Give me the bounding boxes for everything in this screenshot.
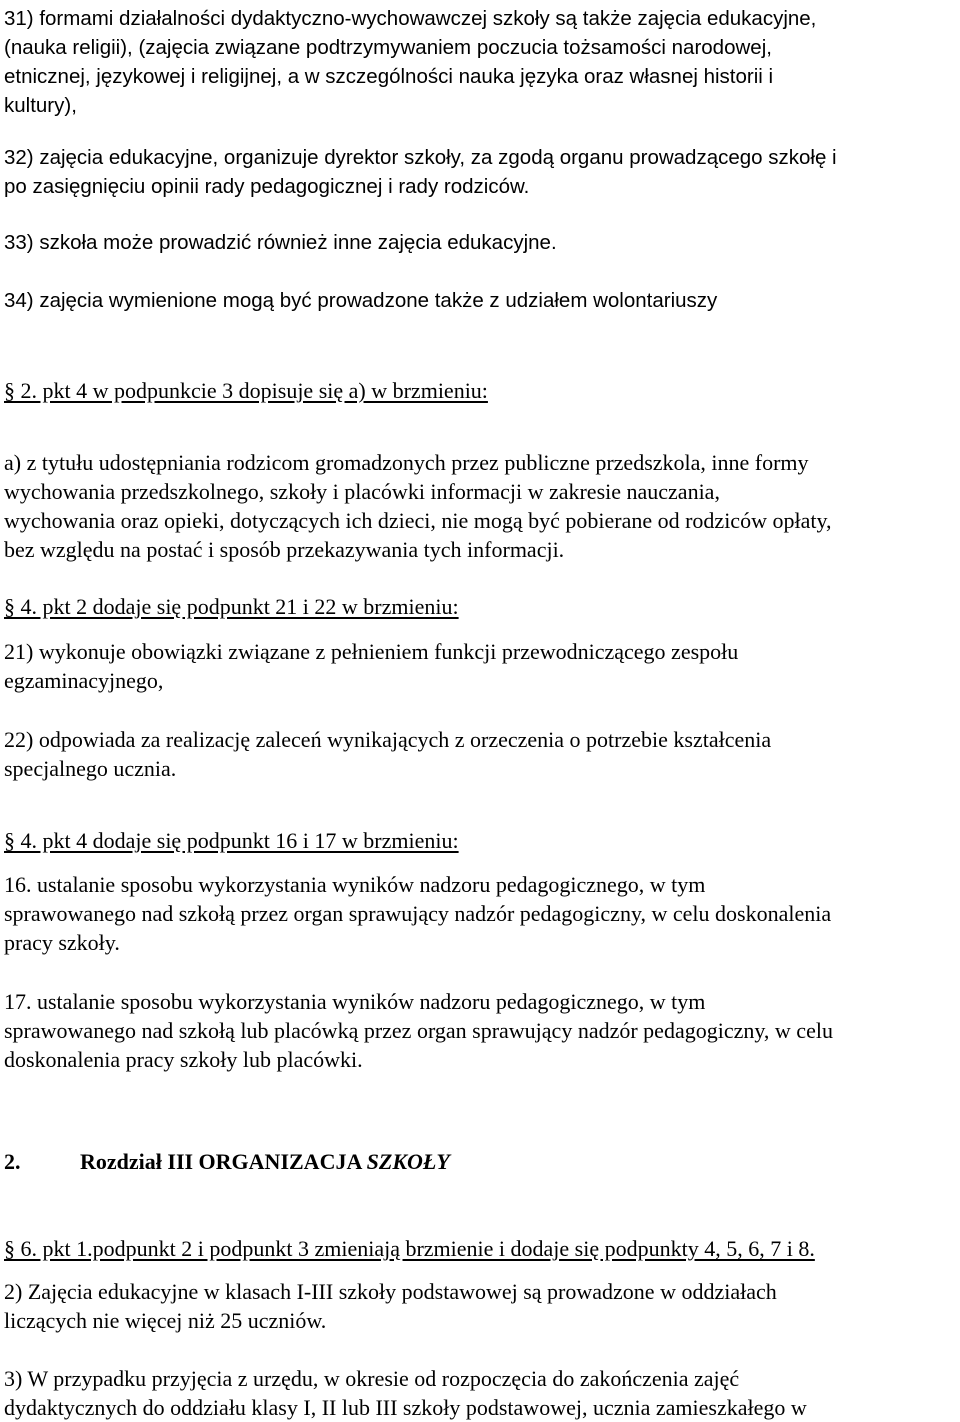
item-16 bbox=[4, 870, 831, 957]
text-line: kultury), bbox=[4, 94, 77, 117]
text-line: specjalnego ucznia. bbox=[4, 756, 177, 781]
heading-text: § 4. pkt 2 dodaje się podpunkt 21 i 22 w brzmieniu: bbox=[4, 594, 459, 619]
item-21 bbox=[4, 637, 738, 695]
text-line: a) z tytułu udostępniania rodzicom gromadzonych przez publiczne przedszkola, inne formy bbox=[4, 450, 809, 475]
item-34 bbox=[4, 286, 717, 315]
item-33 bbox=[4, 228, 557, 257]
item-6-2 bbox=[4, 1277, 777, 1335]
text-line: po zasięgnięciu opinii rady pedagogicznej i rady rodziców. bbox=[4, 175, 530, 198]
heading-text: § 6. pkt 1.podpunkt 2 i podpunkt 3 zmieniają brzmienie i dodaje się podpunkty 4, 5, 6, 7 i 8. bbox=[4, 1236, 815, 1261]
text-line: 34) zajęcia wymienione mogą być prowadzone także z udziałem wolontariuszy bbox=[4, 289, 718, 312]
section-4b-heading bbox=[4, 826, 459, 855]
text-line: sprawowanego nad szkołą lub placówką przez organ sprawujący nadzór pedagogiczny, w celu bbox=[4, 1018, 833, 1043]
text-line: 31) formami działalności dydaktyczno-wychowawczej szkoły są także zajęcia edukacyjne, bbox=[4, 7, 817, 30]
text-line: 2) Zajęcia edukacyjne w klasach I-III szkoły podstawowej są prowadzone w oddziałach bbox=[4, 1279, 777, 1304]
text-line: sprawowanego nad szkołą przez organ sprawujący nadzór pedagogiczny, w celu doskonalenia bbox=[4, 901, 832, 926]
heading-text: § 4. pkt 4 dodaje się podpunkt 16 i 17 w brzmieniu: bbox=[4, 828, 459, 853]
section-4a-heading bbox=[4, 592, 459, 621]
section-2-paragraph bbox=[4, 448, 832, 564]
item-17 bbox=[4, 987, 833, 1074]
text-line: 16. ustalanie sposobu wykorzystania wyników nadzoru pedagogicznego, w tym bbox=[4, 872, 706, 897]
text-line: liczących nie więcej niż 25 uczniów. bbox=[4, 1308, 327, 1333]
text-line: 33) szkoła może prowadzić również inne zajęcia edukacyjne. bbox=[4, 231, 557, 254]
text-line: pracy szkoły. bbox=[4, 930, 120, 955]
chapter-title-italic: SZKOŁY bbox=[366, 1149, 450, 1174]
chapter-heading bbox=[4, 1147, 450, 1176]
text-line: dydaktycznych do oddziału klasy I, II lub III szkoły podstawowej, ucznia zamieszkałego w bbox=[4, 1395, 807, 1420]
text-line: 17. ustalanie sposobu wykorzystania wyników nadzoru pedagogicznego, w tym bbox=[4, 989, 706, 1014]
text-line: 3) W przypadku przyjęcia z urzędu, w okresie od rozpoczęcia do zakończenia zajęć bbox=[4, 1366, 740, 1391]
text-line: etnicznej, językowej i religijnej, a w szczególności nauka języka oraz własnej historii i bbox=[4, 65, 774, 88]
text-line: 21) wykonuje obowiązki związane z pełnieniem funkcji przewodniczącego zespołu bbox=[4, 639, 739, 664]
text-line: (nauka religii), (zajęcia związane podtrzymywaniem poczucia tożsamości narodowej, bbox=[4, 36, 772, 59]
text-line: egzaminacyjnego, bbox=[4, 668, 164, 693]
item-31 bbox=[4, 4, 816, 120]
section-2-heading bbox=[4, 376, 488, 405]
item-32 bbox=[4, 143, 837, 201]
text-line: wychowania oraz opieki, dotyczących ich dzieci, nie mogą być pobierane od rodziców opłaty, bbox=[4, 508, 832, 533]
text-line: bez względu na postać i sposób przekazywania tych informacji. bbox=[4, 537, 565, 562]
text-line: 22) odpowiada za realizację zaleceń wynikających z orzeczenia o potrzebie kształcenia bbox=[4, 727, 772, 752]
text-line: 32) zajęcia edukacyjne, organizuje dyrektor szkoły, za zgodą organu prowadzącego szkołę i bbox=[4, 146, 837, 169]
item-6-3 bbox=[4, 1364, 807, 1422]
section-6-heading bbox=[4, 1234, 815, 1263]
heading-text: § 2. pkt 4 w podpunkcie 3 dopisuje się a) w brzmieniu: bbox=[4, 378, 488, 403]
text-line: wychowania przedszkolnego, szkoły i placówki informacji w zakresie nauczania, bbox=[4, 479, 720, 504]
item-22 bbox=[4, 725, 771, 783]
chapter-title: Rozdział III ORGANIZACJA bbox=[80, 1149, 367, 1174]
chapter-number: 2. bbox=[4, 1149, 21, 1174]
text-line: doskonalenia pracy szkoły lub placówki. bbox=[4, 1047, 363, 1072]
